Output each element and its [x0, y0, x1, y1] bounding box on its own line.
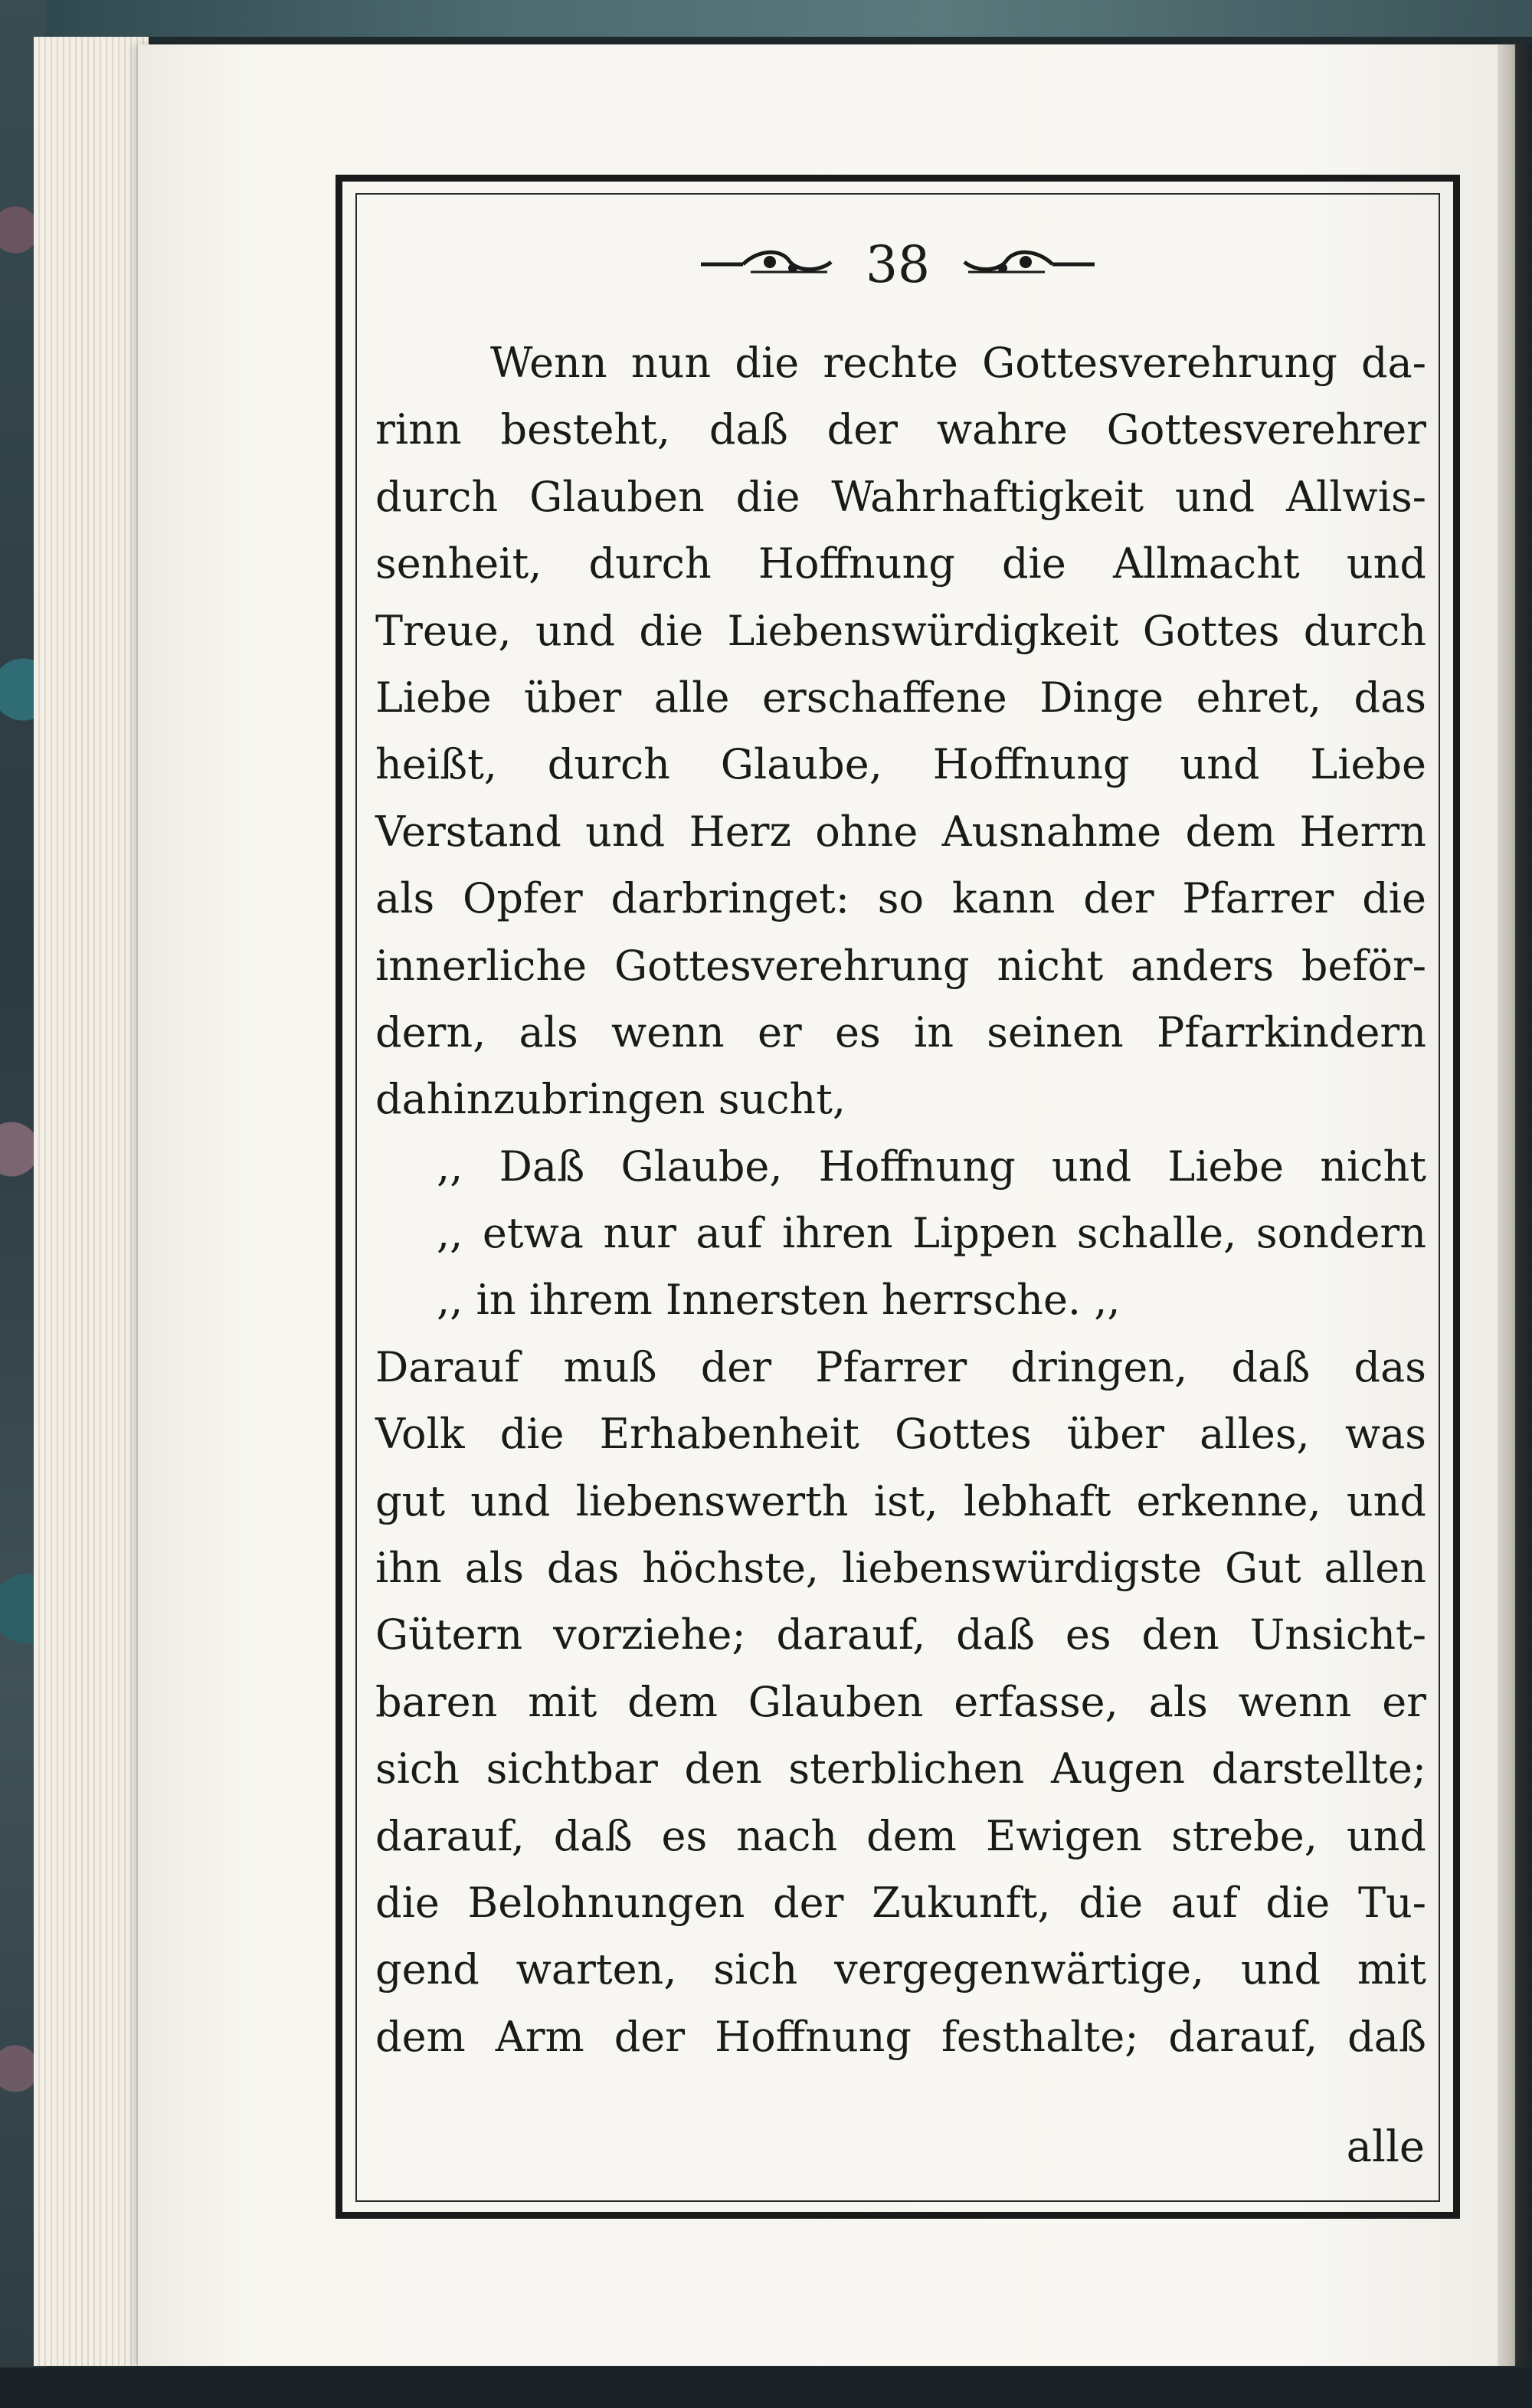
text-line: dern, als wenn er es in seinen Pfarrkindern	[375, 1007, 1426, 1057]
quote-line: ,, in ihrem Innersten herrsche. ,,	[437, 1276, 1121, 1325]
body-text	[375, 329, 1426, 2070]
book-top-edge	[46, 0, 1532, 37]
text-line: sich sichtbar den sterblichen Augen darstellte;	[375, 1745, 1426, 1794]
page-stack	[34, 37, 149, 2366]
text-line: Verstand und Herz ohne Ausnahme dem Herrn	[375, 807, 1426, 856]
text-line: baren mit dem Glauben erfasse, als wenn er	[375, 1677, 1426, 1726]
text-line: Wenn nun die rechte Gottesverehrung da-	[490, 339, 1426, 387]
book-right-edge	[1498, 44, 1532, 2366]
right-ornament-icon	[961, 245, 1098, 283]
text-line: innerliche Gottesverehrung nicht anders beför-	[375, 941, 1426, 990]
text-line: als Opfer darbringet: so kann der Pfarrer die	[375, 874, 1426, 923]
text-line: gend warten, sich vergegenwärtige, und mit	[375, 1945, 1426, 1994]
text-line: die Belohnungen der Zukunft, die auf die Tu-	[375, 1878, 1426, 1927]
text-line: Volk die Erhabenheit Gottes über alles, was	[375, 1410, 1426, 1459]
text-line: heißt, durch Glaube, Hoffnung und Liebe	[375, 740, 1426, 789]
text-line: darauf, daß es nach dem Ewigen strebe, und	[375, 1811, 1426, 1860]
text-line: durch Glauben die Wahrhaftigkeit und Allwis-	[375, 472, 1426, 521]
quote-line: ,, etwa nur auf ihren Lippen schalle, sondern	[437, 1209, 1426, 1258]
left-ornament-icon	[697, 245, 835, 283]
page-header	[355, 230, 1440, 299]
page-number: 38	[866, 234, 930, 294]
text-line: gut und liebenswerth ist, lebhaft erkenne, und	[375, 1476, 1426, 1525]
text-line: Treue, und die Liebenswürdigkeit Gottes durch	[375, 606, 1426, 655]
text-line: dahinzubringen sucht,	[375, 1075, 846, 1124]
text-line: Gütern vorziehe; darauf, daß es den Unsicht-	[375, 1610, 1426, 1659]
quote-line: ,, Daß Glaube, Hoffnung und Liebe nicht	[437, 1142, 1426, 1191]
text-line: senheit, durch Hoffnung die Allmacht und	[375, 539, 1426, 588]
book-bottom-edge	[0, 2367, 1532, 2408]
text-line: Liebe über alle erschaffene Dinge ehret, das	[375, 673, 1426, 722]
text-line: Darauf muß der Pfarrer dringen, daß das	[375, 1342, 1426, 1391]
catchword: alle	[1346, 2122, 1425, 2172]
text-line: ihn als das höchste, liebenswürdigste Gut allen	[375, 1544, 1426, 1593]
text-line: rinn besteht, daß der wahre Gottesverehrer	[375, 405, 1426, 454]
text-line: dem Arm der Hoffnung festhalte; darauf, daß	[375, 2012, 1426, 2061]
